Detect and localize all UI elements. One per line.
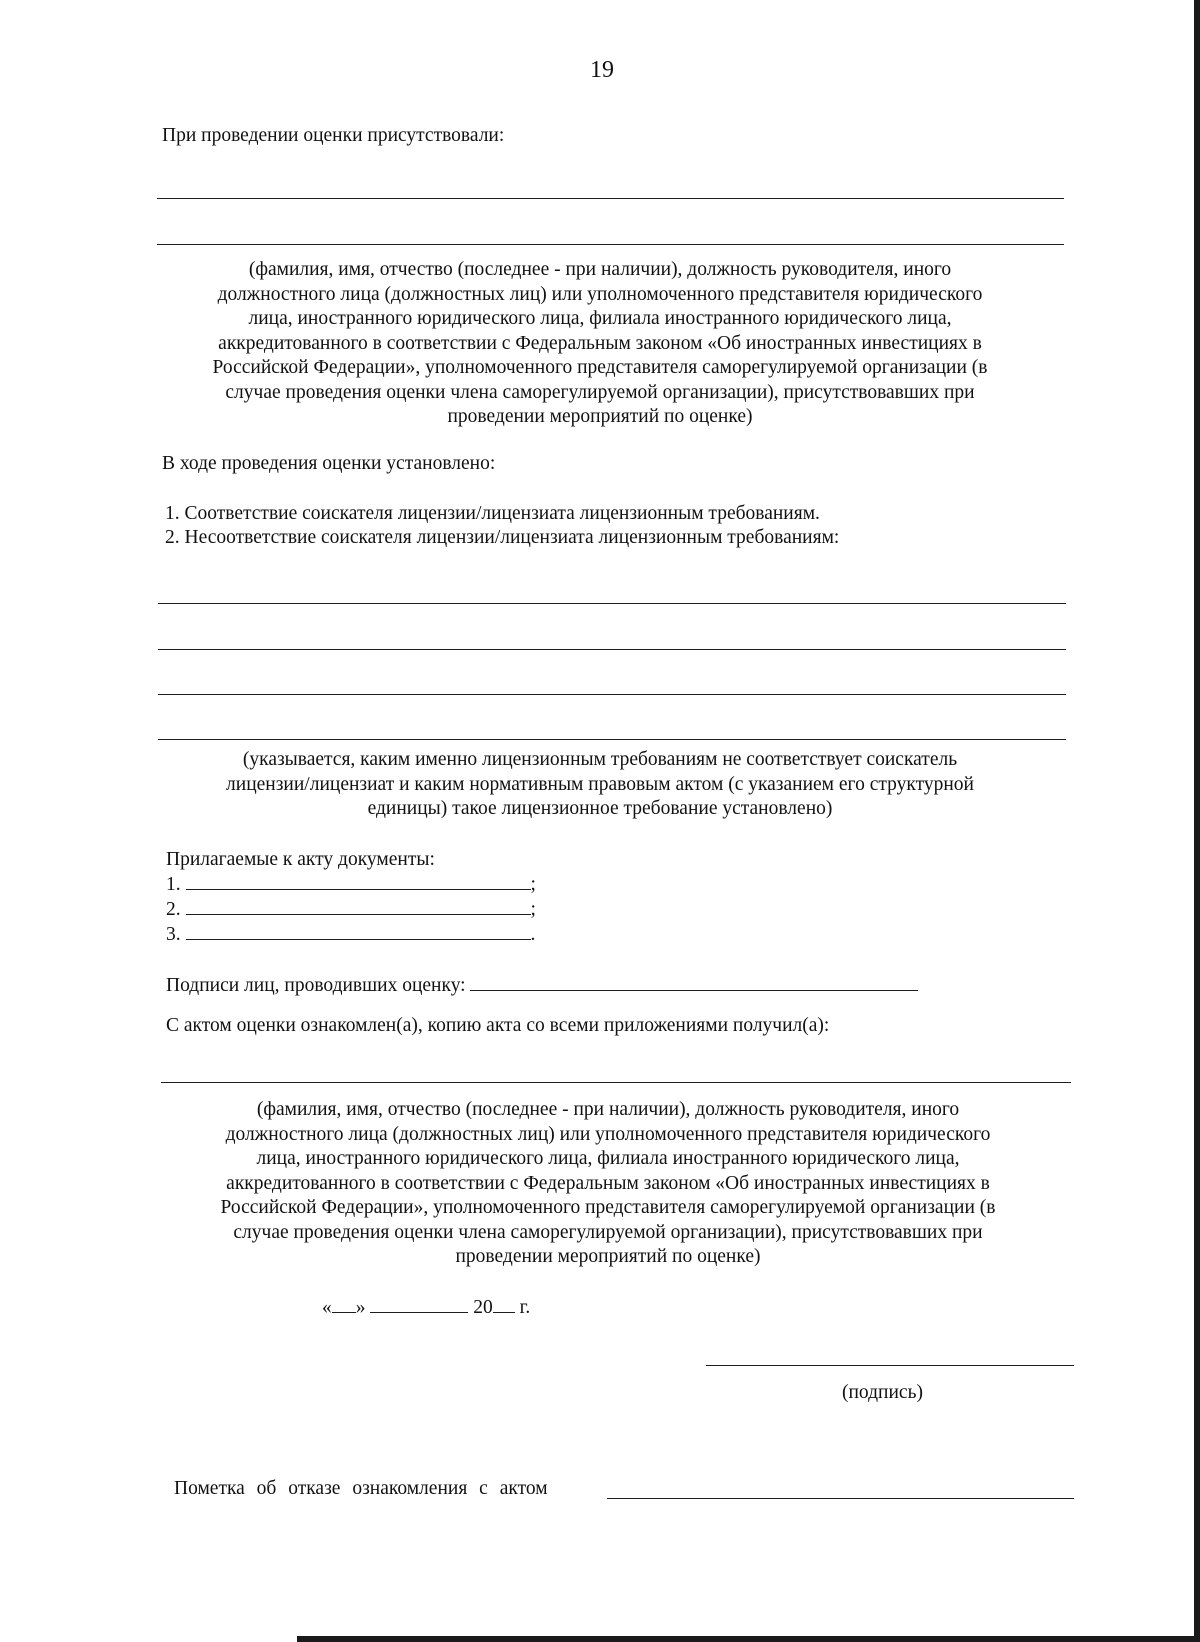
signatures-row — [166, 974, 918, 998]
scan-edge-bottom — [297, 1636, 1200, 1642]
refusal-line — [607, 1498, 1074, 1499]
date-year-suffix: г. — [519, 1297, 531, 1318]
acknowledgement-caption-line: проведении мероприятий по оценке) — [455, 1246, 761, 1267]
attendees-caption-line: аккредитованного в соответствии с Федеральным законом «Об иностранных инвестициях в — [218, 332, 982, 354]
attendees-label: При проведении оценки присутствовали: — [162, 125, 505, 146]
page-number: 19 — [590, 57, 614, 83]
attachment-number: 3. — [166, 924, 181, 945]
noncompliance-caption-line: (указывается, каким именно лицензионным требованиям не соответствует соискатель — [242, 749, 958, 770]
noncompliance-line-2 — [158, 649, 1066, 650]
attachment-row — [166, 898, 536, 922]
date-month-blank — [370, 1296, 468, 1313]
noncompliance-line-3 — [158, 694, 1066, 695]
acknowledgement-caption — [108, 1098, 1108, 1270]
acknowledgement-caption-line: лица, иностранного юридического лица, филиала иностранного юридического лица, — [256, 1148, 960, 1169]
attachment-blank-line — [186, 873, 531, 890]
signature-caption: (подпись) — [842, 1382, 923, 1403]
acknowledgement-line — [161, 1082, 1071, 1083]
date-year-blank — [493, 1296, 515, 1313]
attendees-line-2 — [157, 244, 1064, 245]
noncompliance-line-4 — [158, 739, 1066, 740]
noncompliance-caption-line: лицензии/лицензиат и каким нормативным правовым актом (с указанием его структурной — [226, 773, 974, 795]
attachment-blank-line — [186, 923, 531, 940]
refusal-label: Пометка об отказе ознакомления с актом — [174, 1478, 548, 1499]
attendees-caption-line: Российской Федерации», уполномоченного представителя саморегулируемой организации (в — [212, 357, 988, 378]
date-line — [322, 1296, 530, 1320]
signatures-blank-line — [470, 974, 918, 991]
signatures-label: Подписи лиц, проводивших оценку: — [166, 975, 466, 996]
attendees-caption-line: должностного лица (должностных лиц) или уполномоченного представителя юридического — [217, 283, 983, 305]
acknowledgement-caption-line: Российской Федерации», уполномоченного представителя саморегулируемой организации (в — [220, 1197, 996, 1218]
attendees-caption-line: (фамилия, имя, отчество (последнее - при наличии), должность руководителя, иного — [248, 259, 952, 280]
acknowledgement-label: С актом оценки ознакомлен(а), копию акта со всеми приложениями получил(а): — [166, 1015, 830, 1036]
attendees-caption-line: проведении мероприятий по оценке) — [447, 406, 753, 427]
attachment-row — [166, 873, 536, 897]
attendees-caption-line: лица, иностранного юридического лица, филиала иностранного юридического лица, — [248, 308, 952, 329]
noncompliance-caption-line: единицы) такое лицензионное требование установлено) — [367, 798, 833, 819]
attachment-row — [166, 923, 535, 947]
scan-edge-right — [1194, 0, 1200, 1642]
attendees-caption — [100, 258, 1100, 430]
finding-compliance: 1. Соответствие соискателя лицензии/лицензиата лицензионным требованиям. — [165, 503, 820, 524]
findings-label: В ходе проведения оценки установлено: — [162, 453, 496, 474]
acknowledgement-caption-line: (фамилия, имя, отчество (последнее - при наличии), должность руководителя, иного — [256, 1099, 960, 1120]
noncompliance-line-1 — [158, 603, 1066, 604]
attendees-caption-line: случае проведения оценки члена саморегулируемой организации), присутствовавших при — [225, 381, 975, 403]
noncompliance-caption — [100, 748, 1100, 822]
acknowledgement-caption-line: случае проведения оценки члена саморегулируемой организации), присутствовавших при — [233, 1221, 983, 1243]
attachment-number: 1. — [166, 874, 181, 895]
attachment-blank-line — [186, 898, 531, 915]
date-year-prefix: 20 — [473, 1297, 493, 1318]
acknowledgement-caption-line: аккредитованного в соответствии с Федеральным законом «Об иностранных инвестициях в — [226, 1172, 990, 1194]
attachment-end: ; — [530, 874, 536, 895]
acknowledgement-caption-line: должностного лица (должностных лиц) или уполномоченного представителя юридического — [225, 1123, 991, 1145]
date-open-quote: « — [322, 1297, 332, 1318]
signature-line — [706, 1365, 1074, 1366]
attachment-end: . — [530, 924, 536, 945]
finding-noncompliance: 2. Несоответствие соискателя лицензии/лицензиата лицензионным требованиям: — [165, 527, 840, 548]
attachment-end: ; — [530, 899, 536, 920]
date-close-quote: » — [355, 1297, 366, 1318]
date-day-blank — [332, 1296, 356, 1313]
attachment-number: 2. — [166, 899, 181, 920]
attendees-line-1 — [157, 198, 1064, 199]
attachments-label: Прилагаемые к акту документы: — [166, 849, 435, 870]
